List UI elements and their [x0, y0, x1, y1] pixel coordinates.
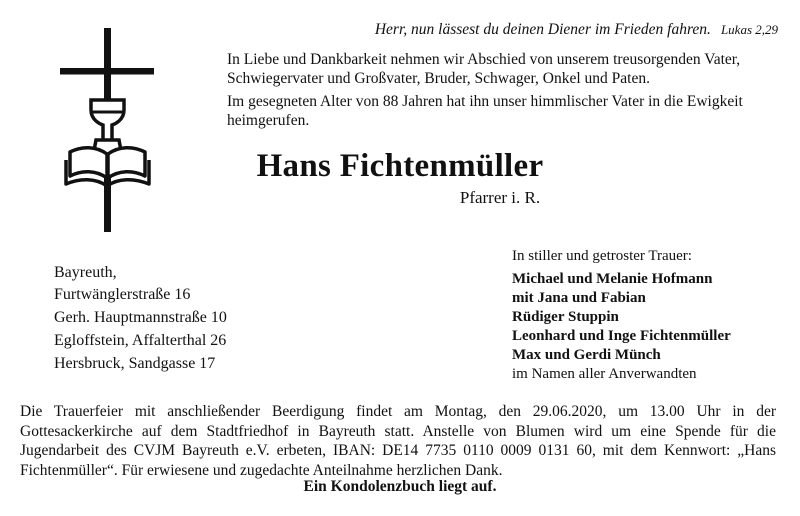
mourner-name: Leonhard und Inge Fichtenmüller: [512, 328, 731, 344]
intro-paragraph: In Liebe und Dankbarkeit nehmen wir Abschied von unserem treusorgenden Vater, Schwiegervater und Großvater, Bruder, Schwager, Onkel und Paten.: [227, 51, 741, 87]
mourner-name: Max und Gerdi Münch: [512, 347, 661, 363]
mourners-closing: im Namen aller Anverwandten: [512, 366, 697, 382]
mourners-block: [512, 247, 731, 384]
verse-reference: Lukas 2,29: [720, 22, 778, 37]
bible-verse: [375, 21, 778, 39]
mourner-name: mit Jana und Fabian: [512, 290, 646, 306]
intro-paragraph: Im gesegneten Alter von 88 Jahren hat ihn unser himmlischer Vater in die Ewigkeit heimgerufen.: [227, 93, 743, 129]
cross-chalice-book-icon: [60, 28, 160, 237]
deceased-title: Pfarrer i. R.: [459, 188, 541, 207]
verse-text: Herr, nun lässest du deinen Diener im Frieden fahren.: [374, 21, 711, 38]
address-line: Hersbruck, Sandgasse 17: [54, 355, 216, 372]
condolence-note: Ein Kondolenzbuch liegt auf.: [303, 478, 497, 495]
address-line: Bayreuth,: [54, 264, 117, 281]
mourner-name: Michael und Melanie Hofmann: [512, 271, 713, 287]
mourners-intro: In stiller und getroster Trauer:: [512, 248, 692, 264]
address-line: Egloffstein, Affalterthal 26: [54, 332, 227, 349]
address-line: Gerh. Hauptmannstraße 10: [54, 309, 227, 326]
funeral-details: Die Trauerfeier mit anschließender Beerdigung findet am Montag, den 29.06.2020, um 13.00 Uhr in der Gottesackerkirche auf dem Stadtfriedhof in Bayreuth statt. Anstelle von Blumen wird um eine Spende für die Jugendarbeit des CVJM Bayreuth e.V. erbeten, IBAN: DE14 7735 0110 0009 0131 60, mit dem Kennwort: „Hans Fichtenmüller“. Für erwiesene und zugedachte Anteilnahme herzlichen Dank.: [20, 403, 776, 479]
address-line: Furtwänglerstraße 16: [54, 286, 191, 303]
mourner-name: Rüdiger Stuppin: [512, 309, 619, 325]
address-block: [54, 263, 227, 375]
deceased-name: Hans Fichtenmüller: [256, 148, 544, 184]
